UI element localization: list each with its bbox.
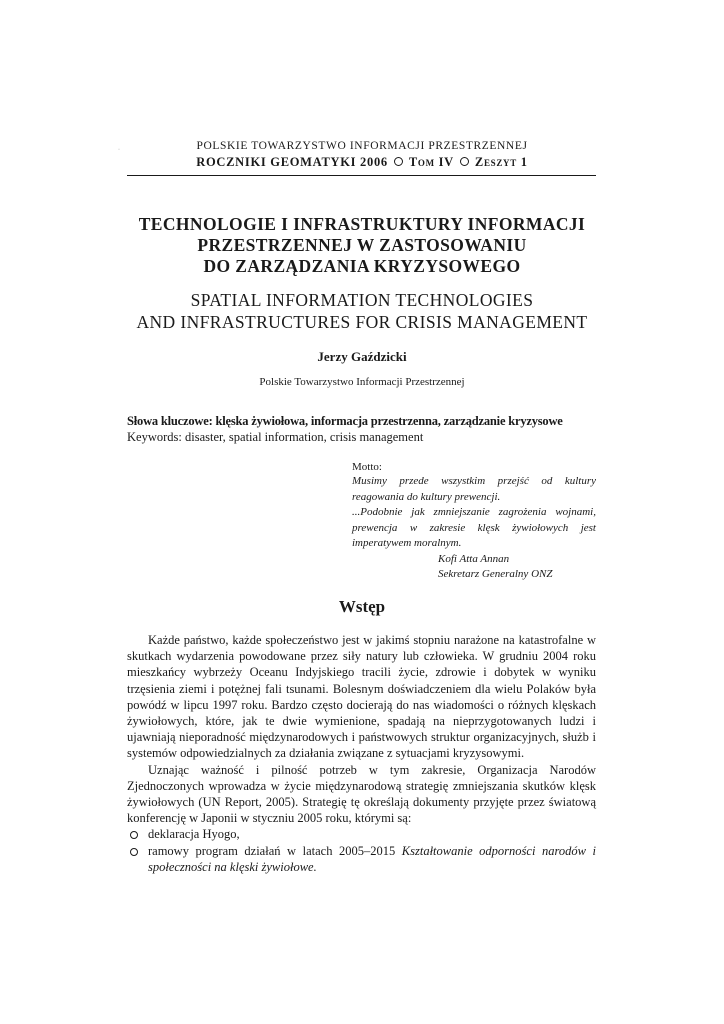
keywords-english: Keywords: disaster, spatial information, crisis management — [127, 430, 424, 444]
bullet-ring-icon — [130, 831, 138, 839]
journal-society-header: POLSKIE TOWARZYSTWO INFORMACJI PRZESTRZENNEJ — [196, 140, 528, 152]
paragraph: Każde państwo, każde społeczeństwo jest w jakimś stopniu narażone na katastrofalne w skutkach wydarzenia powodowane przez siły natury lub człowieka. W grudniu 2004 roku mieszkańcy wybrzeży Oceanu Indyjskiego tracili życie, zdrowie i dobytek w wyniku trzęsienia ziemi i potężnej fali tsunami. Bolesnym doświadczeniem dla wielu Polaków była powódź w lipcu 1997 roku. Bardzo często docierają do nas wiadomości o różnych klęskach żywiołowych, które, jak te dwie wymienione, spadają na nieprzygotowanych ludzi i ujawniają nieporadność międzynarodowych i państwowych struktur organizacyjnych, służb i systemów odpowiedzialnych za działania związane z sytuacjami kryzysowymi. — [127, 633, 596, 761]
list-item-text: ramowy program działań w latach 2005–2015 — [148, 843, 402, 858]
motto-quote: Musimy przede wszystkim przejść od kultury reagowania do kultury prewencji. — [352, 475, 596, 503]
list-item-title: Kształtowanie odporności narodów i społeczności na klęski żywiołowe. — [148, 843, 596, 874]
title-polish-line: TECHNOLOGIE I INFRASTRUKTURY INFORMACJI — [138, 214, 586, 234]
section-heading: Wstęp — [338, 597, 386, 616]
list-item — [127, 843, 596, 875]
page-corner-mark: · — [118, 147, 120, 153]
title-polish-line: DO ZARZĄDZANIA KRYZYSOWEGO — [203, 256, 521, 276]
separator-ring-icon — [394, 157, 403, 166]
bullet-list — [127, 826, 596, 875]
motto-quote: ...Podobnie jak zmniejszanie zagrożenia wojnami, prewencja w zakresie klęsk żywiołowych jest imperatywem moralnym. — [352, 506, 596, 549]
journal-volume: Tom IV — [408, 155, 454, 169]
keywords-polish: Słowa kluczowe: klęska żywiołowa, informacja przestrzenna, zarządzanie kryzysowe — [127, 414, 563, 428]
title-polish-line: PRZESTRZENNEJ W ZASTOSOWANIU — [197, 235, 527, 255]
author-name: Jerzy Gaździcki — [317, 349, 407, 364]
body-text — [127, 632, 596, 875]
author-affiliation: Polskie Towarzystwo Informacji Przestrzennej — [259, 376, 465, 388]
motto-signature-title: Sekretarz Generalny ONZ — [438, 568, 553, 580]
title-english-line: AND INFRASTRUCTURES FOR CRISIS MANAGEMENT — [136, 312, 588, 332]
title-english-line: SPATIAL INFORMATION TECHNOLOGIES — [190, 290, 534, 310]
journal-volume-header — [0, 155, 724, 170]
header-rule — [127, 175, 596, 176]
list-item — [127, 826, 596, 842]
separator-ring-icon — [460, 157, 469, 166]
motto-block — [352, 474, 596, 583]
title-english — [100, 289, 624, 333]
journal-name: ROCZNIKI GEOMATYKI 2006 — [196, 155, 388, 169]
motto-label: Motto: — [352, 461, 382, 473]
motto-signature-name: Kofi Atta Annan — [438, 552, 510, 565]
bullet-ring-icon — [130, 848, 138, 856]
journal-issue: Zeszyt 1 — [474, 155, 528, 169]
paragraph: Uznając ważność i pilność potrzeb w tym zakresie, Organizacja Narodów Zjednoczonych wprowadza w życie międzynarodową strategię zmniejszania skutków klęsk żywiołowych (UN Report, 2005). Strategię tę określają dokumenty przyjęte przez światową konferencję w Japonii w styczniu 2005 roku, którymi są: — [127, 762, 596, 826]
title-polish — [100, 214, 624, 277]
list-item-text: deklaracja Hyogo, — [148, 827, 240, 842]
